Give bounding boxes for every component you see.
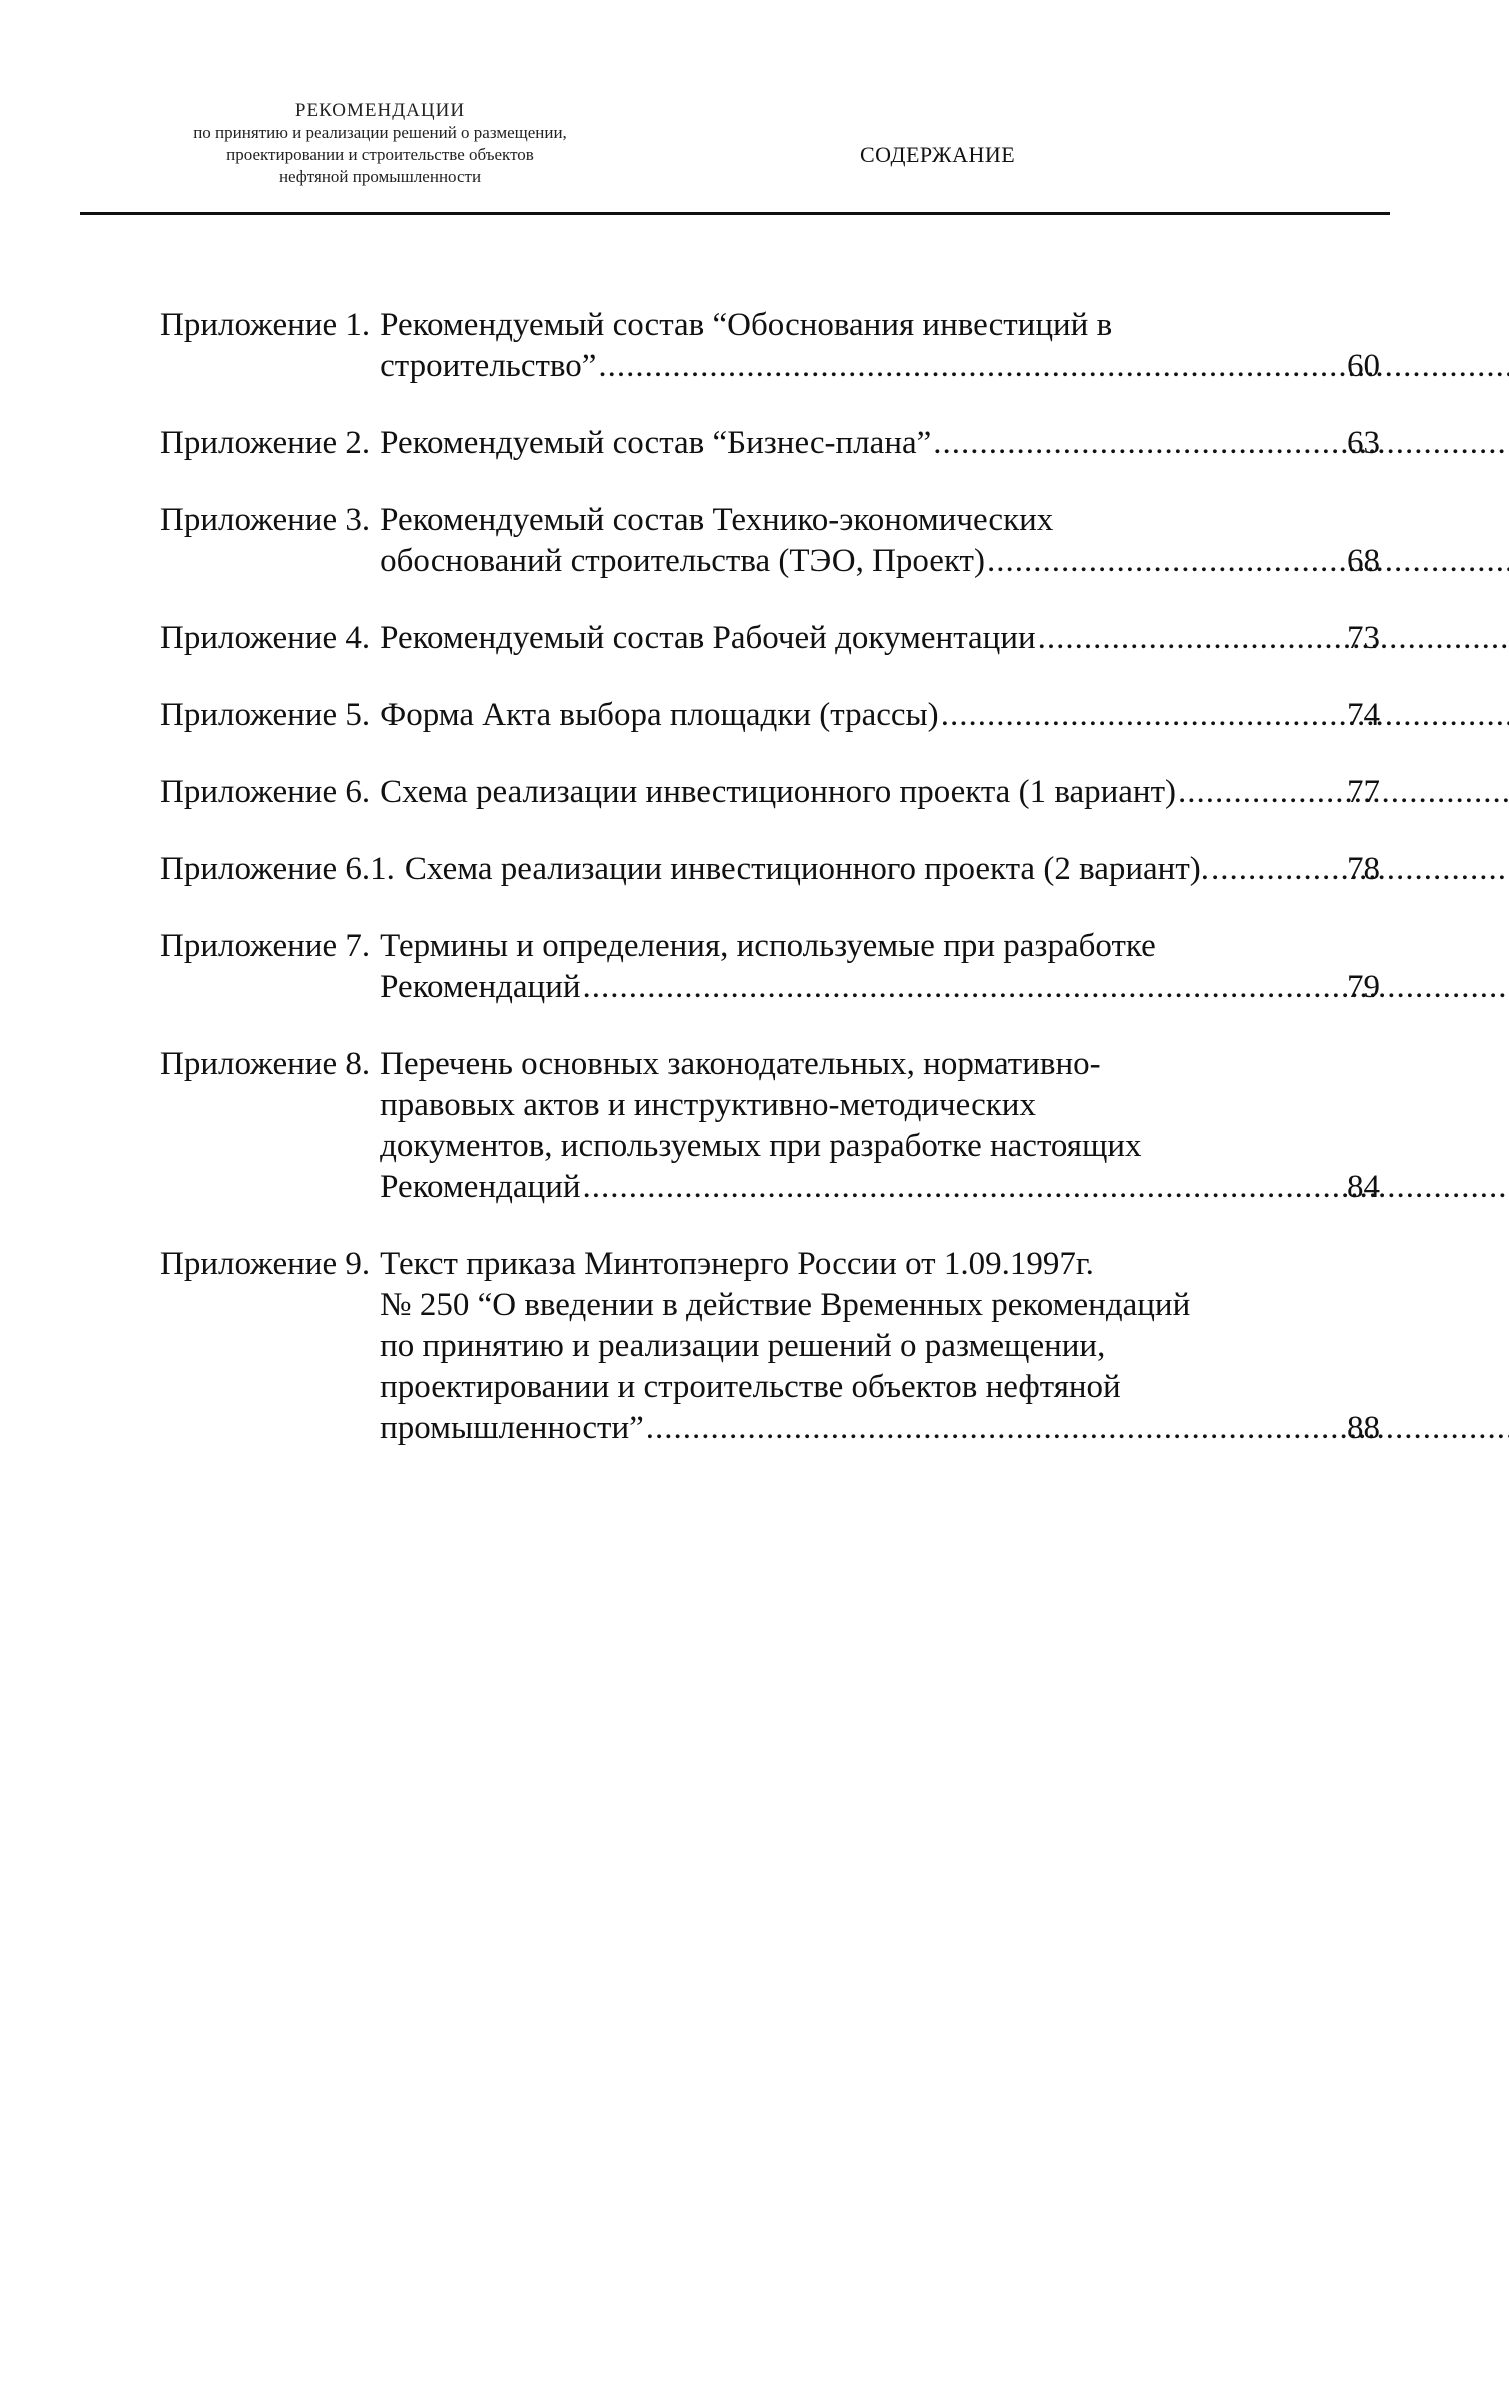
document-title-block [80,100,680,188]
toc-entry-label: Приложение 5. [160,697,371,733]
toc-entry-title-line: проектировании и строительстве объектов нефтяной [380,1369,1121,1405]
document-title: РЕКОМЕНДАЦИИ [294,100,466,121]
toc-entry-title-text: Рекомендаций [380,1169,581,1205]
header-divider [80,212,1390,215]
toc-entry-label: Приложение 7. [160,928,371,964]
toc-entry-title-line: Перечень основных законодательных, нормативно- [380,1046,1101,1082]
toc-entry-title-text: Схема реализации инвестиционного проекта (2 вариант). [404,851,1209,887]
toc-page-number: 78 [1347,851,1380,887]
toc-entry-label: Приложение 2. [160,425,371,461]
toc-page-number: 74 [1347,697,1380,733]
toc-entry [160,1244,1380,1449]
section-title: СОДЕРЖАНИЕ [860,142,1016,167]
toc-entry-label: Приложение 1. [160,307,371,343]
toc-entry [160,423,1380,464]
toc-page-number: 73 [1347,620,1380,656]
toc-entry-label: Приложение 8. [160,1046,371,1082]
document-subtitle-line: нефтяной промышленности [278,167,482,186]
toc-entry-title-text: Рекомендуемый состав “Бизнес-плана” [380,425,932,461]
toc-entry-title-line: Рекомендуемый состав Технико-экономических [380,502,1054,538]
toc-entry-title-text: Форма Акта выбора площадки (трассы) [380,697,939,733]
document-subtitle-line: по принятию и реализации решений о размещении, [193,123,567,142]
toc-entry-title-text: Рекомендаций [380,969,581,1005]
toc-page-number: 60 [1347,348,1380,384]
table-of-contents [160,305,1380,1485]
toc-entry-label: Приложение 9. [160,1246,371,1282]
toc-entry [160,500,1380,582]
dot-leader [987,541,1509,582]
toc-entry-title-line: правовых актов и инструктивно-методических [380,1087,1036,1123]
toc-page-number: 84 [1347,1169,1380,1205]
dot-leader [933,423,1509,464]
toc-entry-label: Приложение 6.1. [160,851,395,887]
toc-page-number: 88 [1347,1410,1380,1446]
toc-page-number: 77 [1347,774,1380,810]
toc-page-number: 63 [1347,425,1380,461]
dot-leader [941,695,1509,736]
toc-entry [160,1044,1380,1208]
page-header [80,100,1390,220]
toc-entry-title-line: документов, используемых при разработке настоящих [380,1128,1142,1164]
toc-entry [160,926,1380,1008]
dot-leader [1038,618,1509,659]
toc-entry [160,695,1380,736]
toc-entry-title-line: № 250 “О введении в действие Временных рекомендаций [380,1287,1191,1323]
toc-entry-label: Приложение 6. [160,774,371,810]
toc-entry-title-line: Текст приказа Минтопэнерго России от 1.09.1997г. [380,1246,1094,1282]
toc-entry-title-text: промышленности” [380,1410,644,1446]
toc-entry-title-line: Рекомендуемый состав “Обоснования инвестиций в [380,307,1113,343]
toc-entry [160,305,1380,387]
toc-entry-title-text: строительство” [380,348,597,384]
toc-entry-title-line: по принятию и реализации решений о размещении, [380,1328,1106,1364]
toc-entry-label: Приложение 4. [160,620,371,656]
toc-entry-title-text: обоснований строительства (ТЭО, Проект) [380,543,985,579]
document-subtitle-line: проектировании и строительстве объектов [226,145,534,164]
toc-entry-title-text: Рекомендуемый состав Рабочей документации [380,620,1036,656]
toc-entry-title-line: Термины и определения, используемые при разработке [380,928,1156,964]
toc-entry-title-text: Схема реализации инвестиционного проекта (1 вариант) [380,774,1176,810]
toc-entry [160,772,1380,813]
toc-page-number: 79 [1347,969,1380,1005]
toc-entry-label: Приложение 3. [160,502,371,538]
toc-entry [160,849,1380,890]
toc-entry [160,618,1380,659]
toc-page-number: 68 [1347,543,1380,579]
